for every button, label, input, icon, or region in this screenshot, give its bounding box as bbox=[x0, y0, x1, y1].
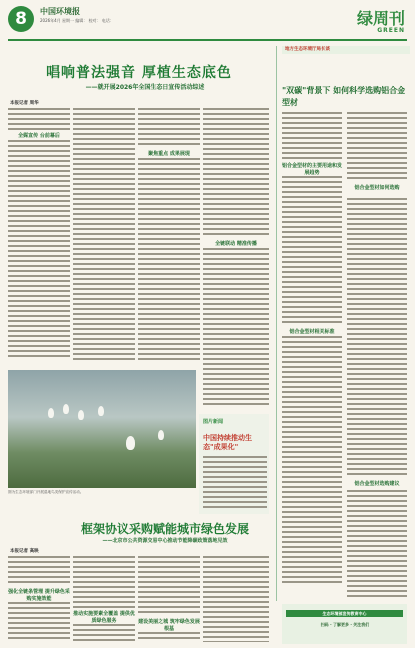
second-body-col2a bbox=[73, 556, 135, 608]
section-title-en: GREEN bbox=[377, 27, 405, 34]
second-body-col4 bbox=[203, 556, 269, 642]
egret-icon bbox=[78, 410, 84, 420]
lead-subheadline: ——就开展2026年全国生态日宣传活动综述 bbox=[85, 84, 205, 91]
sidebar-title: 中国持续推动生态"成果化" bbox=[203, 434, 252, 451]
right-body-f bbox=[347, 490, 407, 600]
egret-icon bbox=[158, 430, 164, 440]
lead-crosshead-3: 全链联动 精准传播 bbox=[215, 241, 257, 247]
publication-info: 2026年4月 星期一 编辑： 校对： 电话： bbox=[40, 18, 114, 23]
second-body-col1b bbox=[8, 602, 70, 642]
right-crosshead-2: 铝合金型材相关标准 bbox=[289, 329, 335, 335]
masthead: 中国环境报 bbox=[40, 6, 80, 16]
column-divider bbox=[276, 46, 277, 601]
right-body-b bbox=[282, 176, 342, 326]
right-body-d bbox=[347, 112, 407, 182]
news-photo bbox=[8, 370, 196, 488]
header-rule bbox=[8, 39, 407, 41]
lead-body-col1b bbox=[8, 140, 70, 360]
right-headline: "双碳"背景下 如何科学选购铝合金型材 bbox=[282, 85, 406, 107]
egret-icon bbox=[48, 408, 54, 418]
second-subheadline: ——北京市公共资源交易中心推动节能降碳政策落地见效 bbox=[102, 538, 228, 544]
footer-icons: 扫码 · 了解更多 · 关注我们 bbox=[320, 622, 370, 627]
lead-body-col2 bbox=[73, 108, 135, 360]
right-column-header: 地方生态环境厅局长谈 bbox=[282, 46, 410, 54]
page-number: 8 bbox=[8, 6, 34, 32]
lead-crosshead-2: 聚焦重点 成果展现 bbox=[148, 151, 190, 157]
sidebar-tag: 图片新闻 bbox=[203, 419, 224, 425]
lead-byline: 本报记者 周华 bbox=[10, 101, 39, 106]
right-body-a bbox=[282, 112, 342, 160]
right-crosshead-3: 铝合金型材如何选购 bbox=[354, 185, 400, 191]
second-body-col1a bbox=[8, 556, 70, 586]
second-crosshead-2: 推动实施要素全覆盖 提供优质绿色服务 bbox=[73, 611, 135, 624]
egret-icon bbox=[126, 436, 135, 450]
lead-body-col3a bbox=[138, 108, 200, 148]
lead-body-col3b bbox=[138, 158, 200, 360]
second-crosshead-1: 强化全链条管理 提升绿色采购实施效能 bbox=[8, 589, 70, 602]
lead-body-col4a bbox=[203, 108, 269, 238]
lead-crosshead-1: 全媒宣传 台前幕后 bbox=[18, 133, 60, 139]
right-crosshead-4: 铝合金型材选购建议 bbox=[354, 481, 400, 487]
second-body-col3a bbox=[138, 556, 200, 616]
egret-icon bbox=[98, 406, 104, 416]
photo-caption: 图为生态环境部门开展湿地鸟类保护宣传活动。 bbox=[8, 490, 84, 494]
section-title: 绿周刊 bbox=[356, 9, 405, 28]
right-body-e bbox=[347, 198, 407, 478]
lead-headline: 唱响普法强音 厚植生态底色 bbox=[46, 65, 232, 81]
second-headline: 框架协议采购赋能城市绿色发展 bbox=[80, 522, 249, 536]
sidebar-body bbox=[203, 456, 267, 508]
right-crosshead-1: 铝合金型材的主要用途和发展趋势 bbox=[282, 163, 343, 176]
right-body-c bbox=[282, 336, 342, 586]
egret-icon bbox=[63, 404, 69, 414]
second-byline: 本报记者 高映 bbox=[10, 549, 39, 554]
footer-bar: 生态环境部宣传教育中心 bbox=[286, 610, 403, 617]
second-body-col2b bbox=[73, 624, 135, 642]
second-body-col3b bbox=[138, 632, 200, 642]
lead-body-col1a bbox=[8, 108, 70, 130]
lead-body-col4b bbox=[203, 248, 269, 408]
second-crosshead-3: 建设美丽之城 筑牢绿色发展根基 bbox=[138, 619, 200, 632]
